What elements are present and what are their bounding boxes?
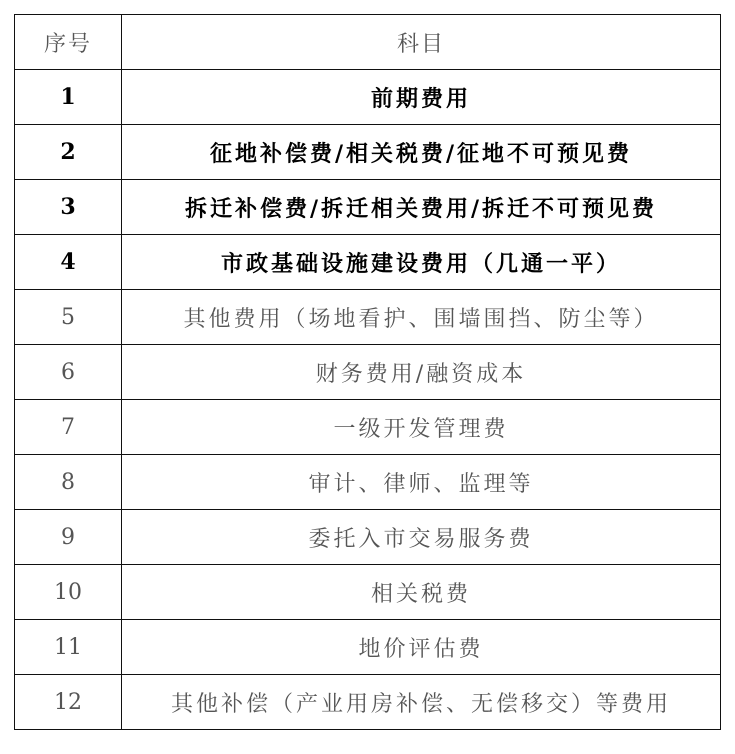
row-item: 征地补偿费/相关税费/征地不可预见费 (122, 125, 721, 180)
row-item: 相关税费 (122, 565, 721, 620)
row-item: 地价评估费 (122, 620, 721, 675)
table-row (15, 510, 721, 565)
row-number: 9 (15, 510, 122, 565)
row-number: 6 (15, 345, 122, 400)
table-row (15, 180, 721, 235)
header-item: 科目 (122, 15, 721, 70)
table-row (15, 675, 721, 730)
row-number: 3 (15, 180, 122, 235)
row-item: 前期费用 (122, 70, 721, 125)
row-number: 12 (15, 675, 122, 730)
header-serial-number: 序号 (15, 15, 122, 70)
row-number: 5 (15, 290, 122, 345)
row-number: 7 (15, 400, 122, 455)
row-item: 市政基础设施建设费用（几通一平） (122, 235, 721, 290)
cost-items-table (14, 14, 721, 730)
table-row (15, 620, 721, 675)
row-number: 10 (15, 565, 122, 620)
table-row (15, 345, 721, 400)
row-item: 审计、律师、监理等 (122, 455, 721, 510)
row-item: 财务费用/融资成本 (122, 345, 721, 400)
row-item: 其他补偿（产业用房补偿、无偿移交）等费用 (122, 675, 721, 730)
row-number: 11 (15, 620, 122, 675)
row-number: 1 (15, 70, 122, 125)
table-row (15, 400, 721, 455)
row-item: 委托入市交易服务费 (122, 510, 721, 565)
row-item: 一级开发管理费 (122, 400, 721, 455)
table-row (15, 235, 721, 290)
table-header-row (15, 15, 721, 70)
table-row (15, 70, 721, 125)
row-number: 2 (15, 125, 122, 180)
row-item: 其他费用（场地看护、围墙围挡、防尘等） (122, 290, 721, 345)
row-number: 8 (15, 455, 122, 510)
table-row (15, 455, 721, 510)
table-row (15, 125, 721, 180)
row-number: 4 (15, 235, 122, 290)
table-row (15, 565, 721, 620)
row-item: 拆迁补偿费/拆迁相关费用/拆迁不可预见费 (122, 180, 721, 235)
table-row (15, 290, 721, 345)
